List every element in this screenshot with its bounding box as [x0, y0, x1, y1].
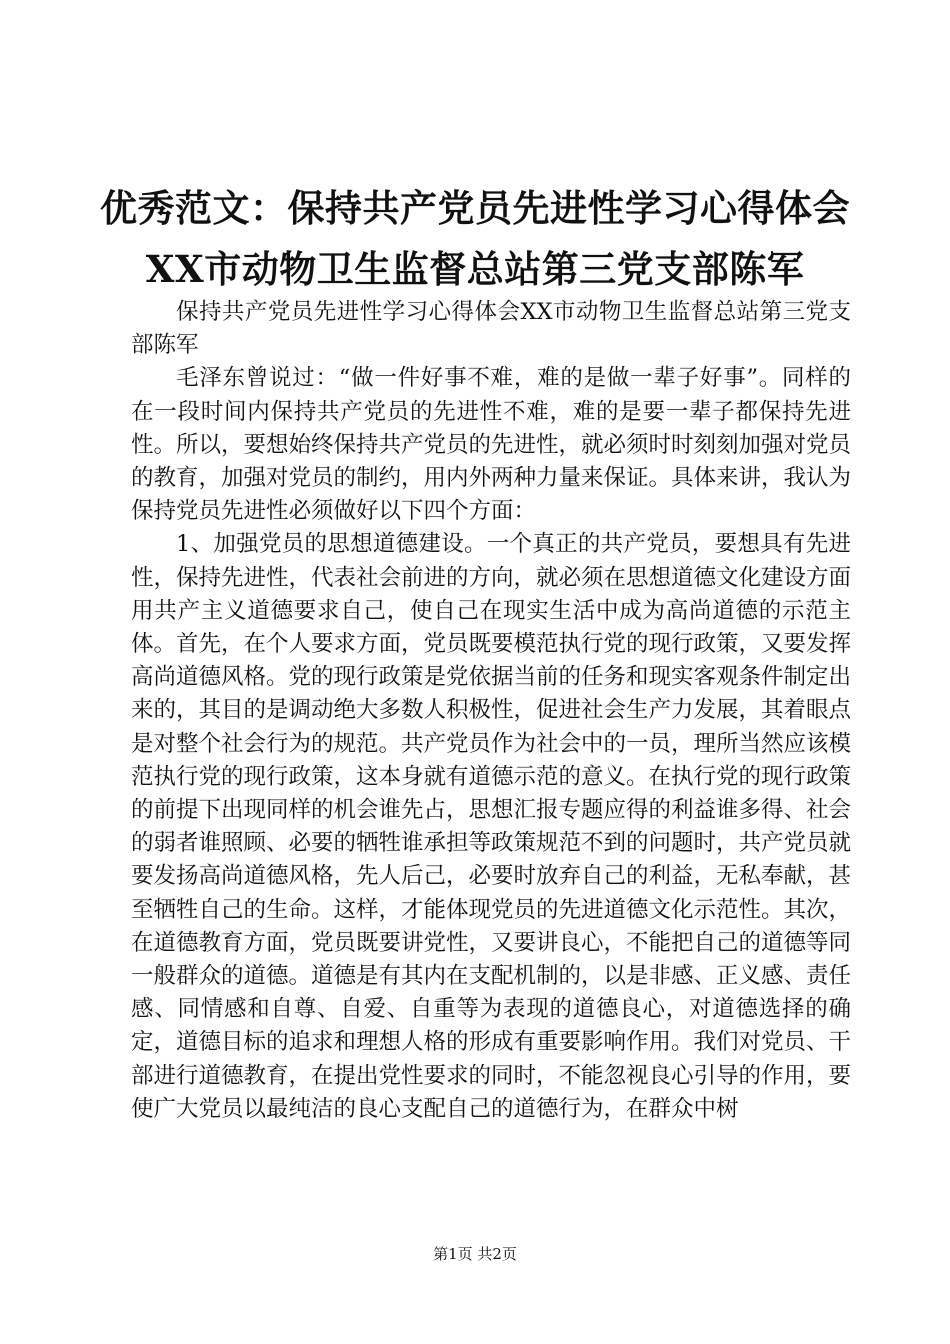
paragraph-intro: 保持共产党员先进性学习心得体会XX市动物卫生监督总站第三党支部陈军	[131, 299, 851, 359]
paragraph-point-1: 1、加强党员的思想道德建设。一个真正的共产党员，要想具有先进性，保持先进性，代表社会前进的方向，就必须在思想道德文化建设方面用共产主义道德要求自己，使自己在现实生活中成为高尚道德的示范主体。首先，在个人要求方面，党员既要模范执行党的现行政策，又要发挥高尚道德风格。党的现行政策是党依据当前的任务和现实客观条件制定出来的，其目的是调动绝大多数人积极性，促进社会生产力发展，其着眼点是对整个社会行为的规范。共产党员作为社会中的一员，理所当然应该模范执行党的现行政策，这本身就有道德示范的意义。在执行党的现行政策的前提下出现同样的机会谁先占，思想汇报专题应得的利益谁多得、社会的弱者谁照顾、必要的牺牲谁承担等政策规范不到的问题时，共产党员就要发扬高尚道德风格，先人后己，必要时放弃自己的利益，无私奉献，甚至牺牲自己的生命。这样，才能体现党员的先进道德文化示范性。其次，在道德教育方面，党员既要讲党性，又要讲良心，不能把自己的道德等同一般群众的道德。道德是有其内在支配机制的，以是非感、正义感、责任感、同情感和自尊、自爱、自重等为表现的道德良心，对道德选择的确定，道德目标的追求和理想人格的形成有重要影响作用。我们对党员、干部进行道德教育，在提出党性要求的同时，不能忽视良心引导的作用，要使广大党员以最纯洁的良心支配自己的道德行为，在群众中树	[131, 531, 852, 1122]
paragraph-quote: 毛泽东曾说过：“做一件好事不难，难的是做一辈子好事”。同样的在一段时间内保持共产党员的先进性不难，难的是要一辈子都保持先进性。所以，要想始终保持共产党员的先进性，就必须时时刻刻加强对党员的教育，加强对党员的制约，用内外两种力量来保证。具体来讲，我认为保持党员先进性必须做好以下四个方面：	[131, 365, 852, 525]
document-title-line-1: 优秀范文：保持共产党员先进性学习心得体会	[100, 186, 850, 230]
document-body	[131, 296, 851, 1126]
page-number-footer: 第1页 共2页	[433, 1245, 517, 1263]
document-title-line-2: XX市动物卫生监督总站第三党支部陈军	[145, 247, 805, 291]
